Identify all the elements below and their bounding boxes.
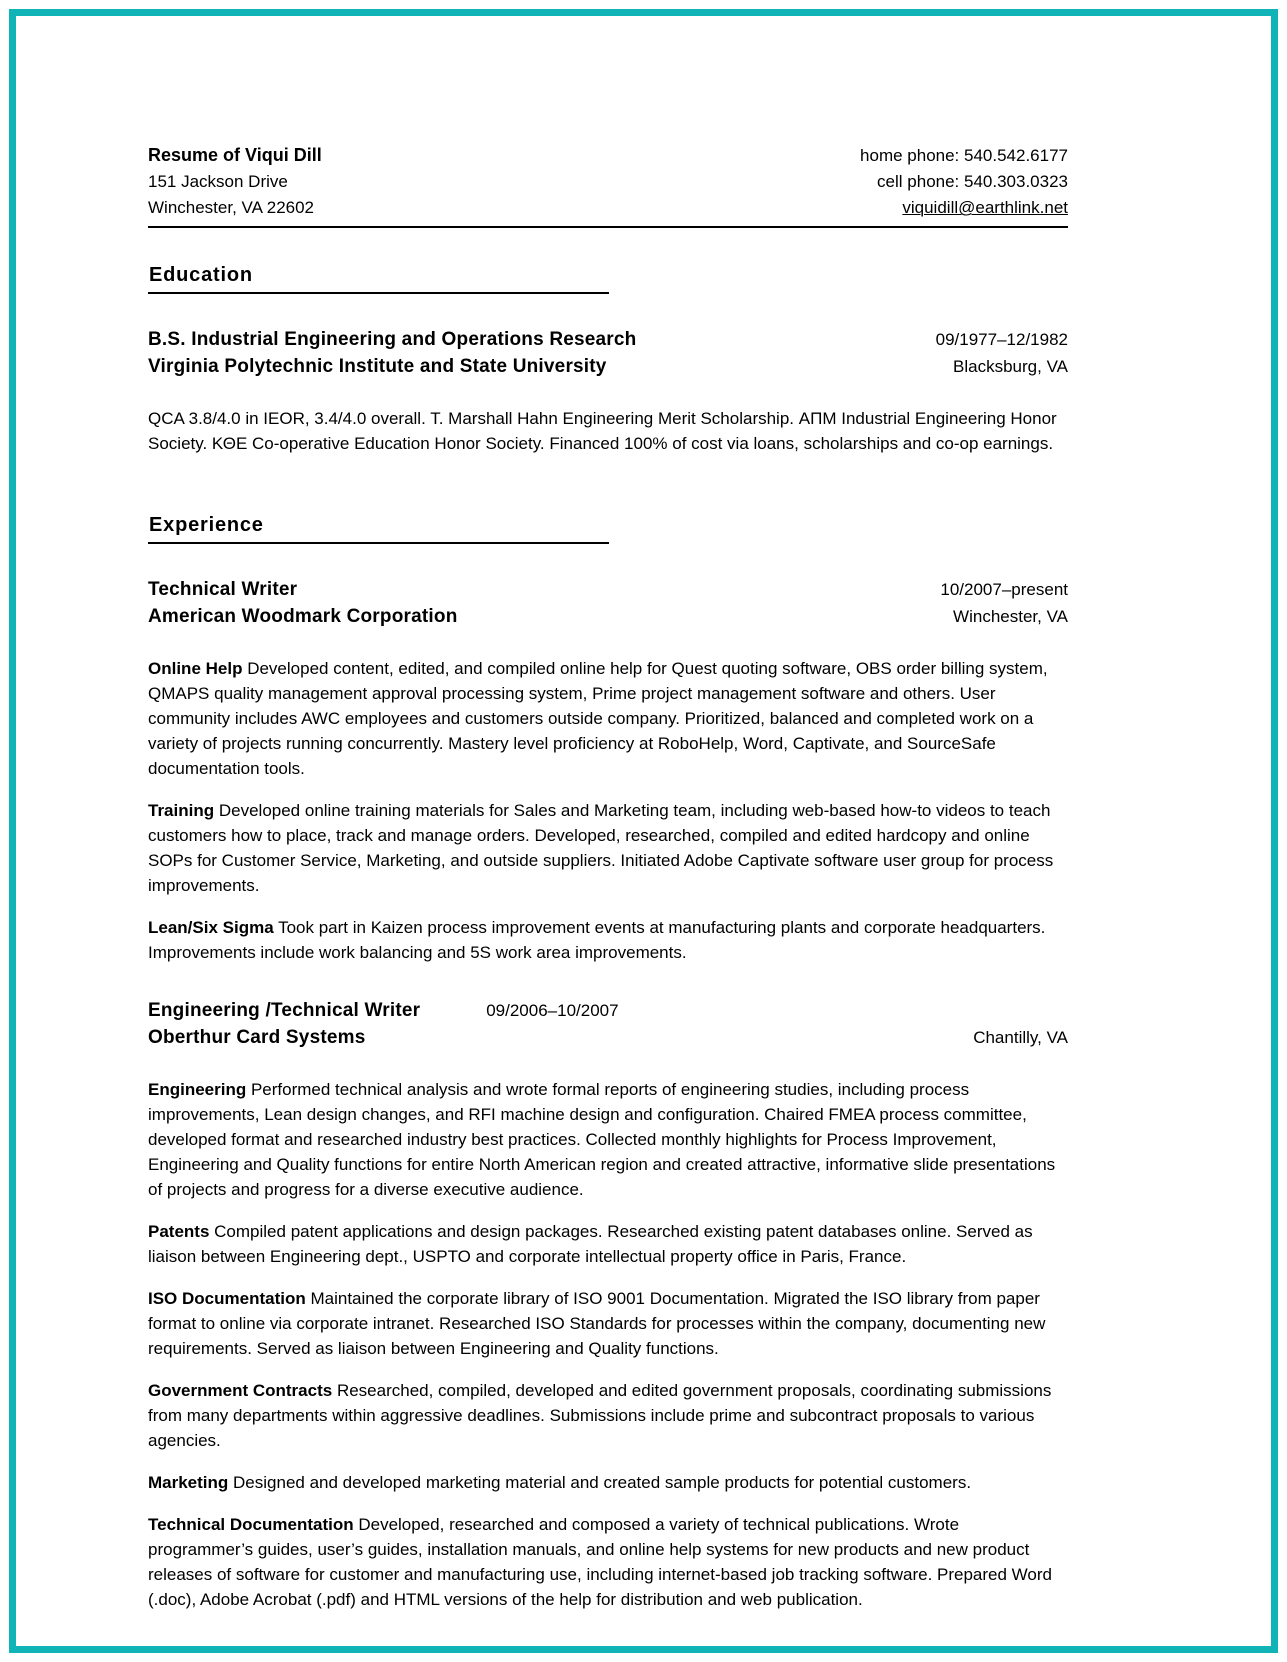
job-title: Technical Writer: [148, 579, 298, 600]
paragraph-label: Lean/Six Sigma: [148, 918, 274, 937]
address-line-1: 151 Jackson Drive: [148, 172, 288, 191]
job-2-company-row: [148, 1024, 1068, 1051]
document-content: [148, 142, 1068, 1612]
job-2-title-row: [148, 997, 1068, 1024]
paragraph-text: Developed, researched and composed a variety of technical publications. Wrote programmer’s guides, user’s guides, installation manuals, and online help systems for new products and new product releases of software for customer and manufacturing use, including internet-based job tracking software. Prepared Word (.doc), Adobe Acrobat (.pdf) and HTML versions of the help for distribution and web publication.: [148, 1515, 1052, 1609]
degree-row: [148, 326, 1068, 353]
header-row-3: [148, 195, 1068, 221]
paragraph-label: Engineering: [148, 1080, 247, 1099]
paragraph-label: Online Help: [148, 659, 243, 678]
job-dates: 09/2006–10/2007: [486, 1001, 619, 1020]
job-paragraph: [148, 1470, 1068, 1495]
header-row-2: [148, 169, 1068, 195]
cell-phone: cell phone: 540.303.0323: [877, 172, 1068, 191]
paragraph-label: Technical Documentation: [148, 1515, 354, 1534]
job-paragraph: [148, 798, 1068, 898]
job-paragraph: [148, 915, 1068, 965]
job-title: Engineering /Technical Writer: [148, 1000, 421, 1021]
paragraph-text: Developed online training materials for Sales and Marketing team, including web-based how-to videos to teach customers how to place, track and manage orders. Developed, researched, compiled and edited hardcopy and online SOPs for Customer Service, Marketing, and outside suppliers. Initiated Adobe Captivate software user group for process improvements.: [148, 801, 1054, 895]
job-paragraph: [148, 1219, 1068, 1269]
education-entry: [148, 326, 1068, 380]
company-location: Chantilly, VA: [973, 1028, 1068, 1047]
job-paragraph: [148, 1512, 1068, 1612]
education-details: QCA 3.8/4.0 in IEOR, 3.4/4.0 overall. T. Marshall Hahn Engineering Merit Scholarship. ΑΠΜ Industrial Engineering Honor Society. ΚΘΕ Co-operative Education Honor Society. Financed 100% of cost via loans, scholarships and co-op earnings.: [148, 409, 1057, 453]
paragraph-label: Patents: [148, 1222, 210, 1241]
job-1-title-row: [148, 576, 1068, 603]
job-paragraph: [148, 1286, 1068, 1361]
job-1-header: [148, 576, 1068, 630]
header: [148, 142, 1068, 228]
education-heading: Education: [148, 264, 609, 294]
company-location: Winchester, VA: [953, 607, 1068, 626]
address-line-2: Winchester, VA 22602: [148, 198, 315, 217]
paragraph-label: Training: [148, 801, 215, 820]
paragraph-label: Marketing: [148, 1473, 229, 1492]
school-location: Blacksburg, VA: [953, 357, 1068, 376]
resume-title: Resume of Viqui Dill: [148, 145, 322, 165]
paragraph-text: Took part in Kaizen process improvement events at manufacturing plants and corporate headquarters. Improvements include work balancing and 5S work area improvements.: [148, 918, 1046, 962]
paragraph-label: Government Contracts: [148, 1381, 333, 1400]
paragraph-text: Designed and developed marketing material and created sample products for potential customers.: [233, 1473, 972, 1492]
paragraph-label: ISO Documentation: [148, 1289, 306, 1308]
email-link[interactable]: viquidill@earthlink.net: [902, 198, 1068, 217]
degree-title: B.S. Industrial Engineering and Operations Research: [148, 329, 637, 350]
job-paragraph: [148, 656, 1068, 781]
job-paragraph: [148, 1378, 1068, 1453]
company-name: American Woodmark Corporation: [148, 606, 458, 627]
job-paragraph: [148, 1077, 1068, 1202]
paragraph-text: Compiled patent applications and design packages. Researched existing patent databases online. Served as liaison between Engineering dept., USPTO and corporate intellectual property office in Paris, France.: [148, 1222, 1033, 1266]
school-name: Virginia Polytechnic Institute and State University: [148, 356, 607, 377]
job-2-header: [148, 997, 1068, 1051]
home-phone: home phone: 540.542.6177: [860, 146, 1068, 165]
paragraph-text: Maintained the corporate library of ISO 9001 Documentation. Migrated the ISO library from paper format to online via corporate intranet. Researched ISO Standards for processes within the company, documenting new requirements. Served as liaison between Engineering and Quality functions.: [148, 1289, 1046, 1358]
company-name: Oberthur Card Systems: [148, 1027, 366, 1048]
paragraph-text: Developed content, edited, and compiled online help for Quest quoting software, OBS order billing system, QMAPS quality management approval processing system, Prime project management software and others. User community includes AWC employees and customers outside company. Prioritized, balanced and completed work on a variety of projects running concurrently. Mastery level proficiency at RoboHelp, Word, Captivate, and SourceSafe documentation tools.: [148, 659, 1048, 778]
degree-dates: 09/1977–12/1982: [935, 330, 1068, 349]
job-1-company-row: [148, 603, 1068, 630]
header-row-1: [148, 142, 1068, 169]
experience-heading: Experience: [148, 514, 609, 544]
paragraph-text: Performed technical analysis and wrote formal reports of engineering studies, including process improvements, Lean design changes, and RFI machine design and configuration. Chaired FMEA process committee, developed format and researched industry best practices. Collected monthly highlights for Process Improvement, Engineering and Quality functions for entire North American region and created attractive, informative slide presentations of projects and progress for a diverse executive audience.: [148, 1080, 1056, 1199]
paragraph-text: Researched, compiled, developed and edited government proposals, coordinating submissions from many departments within aggressive deadlines. Submissions include prime and subcontract proposals to various agencies.: [148, 1381, 1052, 1450]
school-row: [148, 353, 1068, 380]
job-dates: 10/2007–present: [940, 580, 1068, 599]
